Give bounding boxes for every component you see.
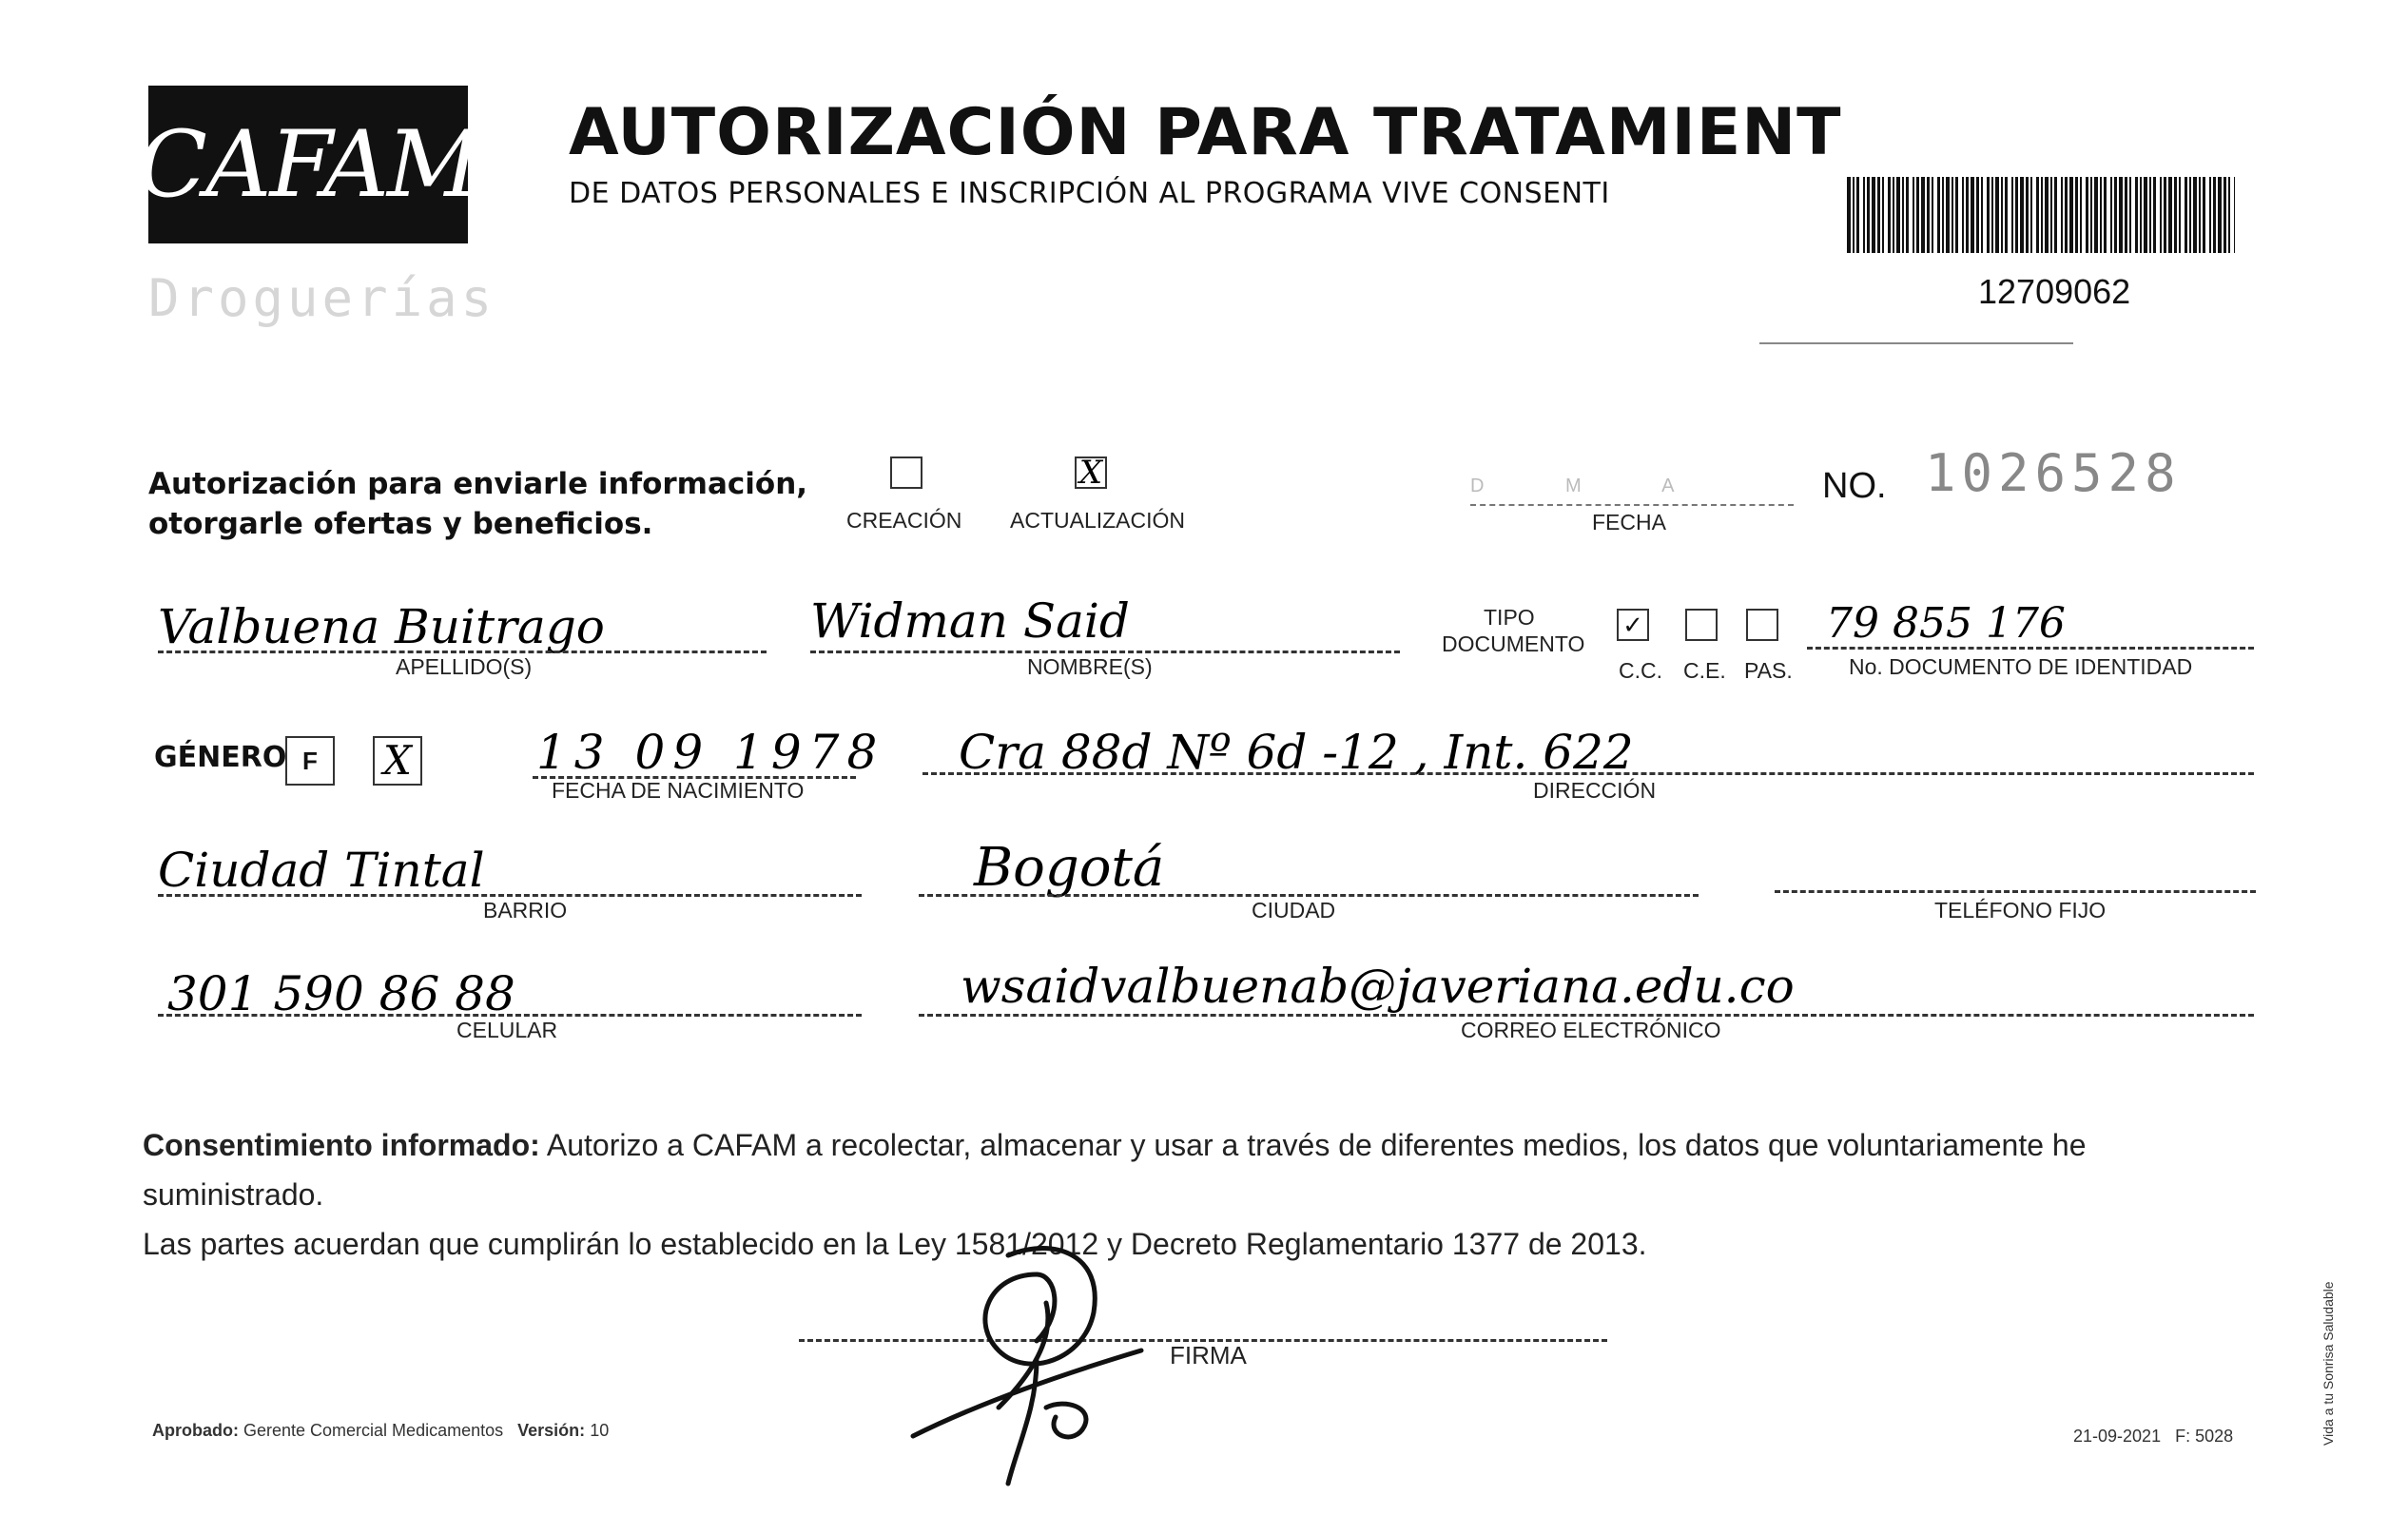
consent-bold: Consentimiento informado: [143, 1128, 540, 1162]
celular-line [158, 1014, 862, 1017]
fecha-label: FECHA [1592, 510, 1666, 534]
apellidos-line [158, 651, 767, 653]
actualizacion-label: ACTUALIZACIÓN [1010, 508, 1186, 533]
genero-m-mark: X [383, 737, 412, 784]
footer-approved [152, 1421, 609, 1441]
authorization-label [148, 464, 807, 544]
ciudad-value[interactable]: Bogotá [974, 837, 1165, 899]
barcode-icon [1847, 177, 2235, 253]
apellidos-label: APELLIDO(S) [396, 654, 533, 679]
consent-line1 [143, 1120, 2273, 1219]
birth-date-label: FECHA DE NACIMIENTO [552, 778, 805, 803]
authorization-label-line1: Autorización para enviarle información, [148, 467, 808, 501]
ce-label: C.E. [1683, 658, 1726, 683]
fecha-line [1470, 504, 1794, 506]
telefono-label: TELÉFONO FIJO [1934, 898, 2107, 923]
actualizacion-mark: X [1078, 454, 1103, 492]
aprobado-value: Gerente Comercial Medicamentos [243, 1421, 504, 1440]
address-label: DIRECCIÓN [1533, 778, 1657, 803]
telefono-line [1775, 890, 2256, 893]
pas-label: PAS. [1744, 658, 1793, 683]
tipo-documento-label-1: TIPO [1484, 605, 1535, 630]
consent-line2: Las partes acuerdan que cumplirán lo establecido en la Ley 1581/2012 y Decreto Reglamentario 1377 de 2013. [143, 1227, 1647, 1261]
signature-mark [894, 1217, 1179, 1503]
barcode-number: 12709062 [1978, 272, 2131, 311]
signature-label: FIRMA [1170, 1341, 1247, 1369]
cc-label: C.C. [1619, 658, 1662, 683]
ce-checkbox[interactable] [1685, 609, 1718, 641]
ciudad-line [919, 894, 1699, 897]
actualizacion-checkbox[interactable] [1075, 454, 1107, 492]
address-value[interactable]: Cra 88d Nº 6d -12 , Int. 622 [959, 725, 1634, 780]
apellidos-value[interactable]: Valbuena Buitrago [158, 599, 605, 654]
document-number-value[interactable]: 79 855 176 [1826, 599, 2066, 648]
nombres-line [810, 651, 1400, 653]
creacion-label: CREACIÓN [846, 508, 962, 533]
authorization-label-line2: otorgarle ofertas y beneficios. [148, 507, 653, 541]
cc-mark: ✓ [1622, 611, 1643, 639]
creacion-checkbox[interactable] [890, 456, 922, 489]
logo-text: CAFAM [137, 111, 479, 218]
consent-text1: Autorizo a CAFAM a recolectar, almacenar y usar a través de diferentes medios, los datos que voluntariamente he suministrado. [143, 1128, 2087, 1212]
tipo-documento-label-2: DOCUMENTO [1442, 631, 1585, 656]
cc-checkbox[interactable] [1617, 609, 1649, 641]
fecha-value: D M A [1470, 476, 1713, 496]
no-label: NO. [1822, 466, 1887, 506]
side-vertical-text: Vida a tu Sonrisa Saludable [2321, 1281, 2336, 1446]
nombres-label: NOMBRE(S) [1027, 654, 1153, 679]
logo-subtitle: Droguerías [148, 268, 496, 328]
genero-m-checkbox[interactable] [373, 736, 422, 786]
footer-code: F: 5028 [2175, 1427, 2234, 1446]
barrio-label: BARRIO [483, 898, 568, 923]
aprobado-label: Aprobado: [152, 1421, 239, 1440]
divider [1759, 342, 2073, 344]
form-number: 1026528 [1925, 443, 2182, 503]
cafam-logo [137, 86, 479, 243]
footer-date: 21-09-2021 [2073, 1427, 2162, 1446]
email-value[interactable]: wsaidvalbuenab@javeriana.edu.co [961, 959, 1795, 1014]
barrio-value[interactable]: Ciudad Tintal [158, 843, 485, 898]
form-title: AUTORIZACIÓN PARA TRATAMIENT [569, 95, 1842, 170]
genero-f-label: F [302, 747, 318, 775]
version-label: Versión: [517, 1421, 586, 1440]
genero-f-checkbox[interactable] [285, 736, 335, 786]
form-subtitle: DE DATOS PERSONALES E INSCRIPCIÓN AL PROGRAMA VIVE CONSENTI [569, 177, 1610, 210]
genero-label: GÉNERO [154, 741, 287, 774]
birth-date-value[interactable]: 13 09 1978 [536, 725, 885, 780]
nombres-value[interactable]: Widman Said [810, 593, 1130, 649]
barrio-line [158, 894, 862, 897]
document-number-label: No. DOCUMENTO DE IDENTIDAD [1849, 654, 2193, 679]
email-line [919, 1014, 2254, 1017]
document-number-line [1807, 647, 2254, 650]
address-line [922, 772, 2254, 775]
version-value: 10 [590, 1421, 610, 1440]
pas-checkbox[interactable] [1746, 609, 1778, 641]
email-label: CORREO ELECTRÓNICO [1461, 1018, 1721, 1042]
ciudad-label: CIUDAD [1252, 898, 1336, 923]
consent-paragraph [143, 1120, 2273, 1269]
celular-label: CELULAR [456, 1018, 558, 1042]
footer-date-code [2073, 1427, 2233, 1447]
celular-value[interactable]: 301 590 86 88 [167, 966, 515, 1021]
